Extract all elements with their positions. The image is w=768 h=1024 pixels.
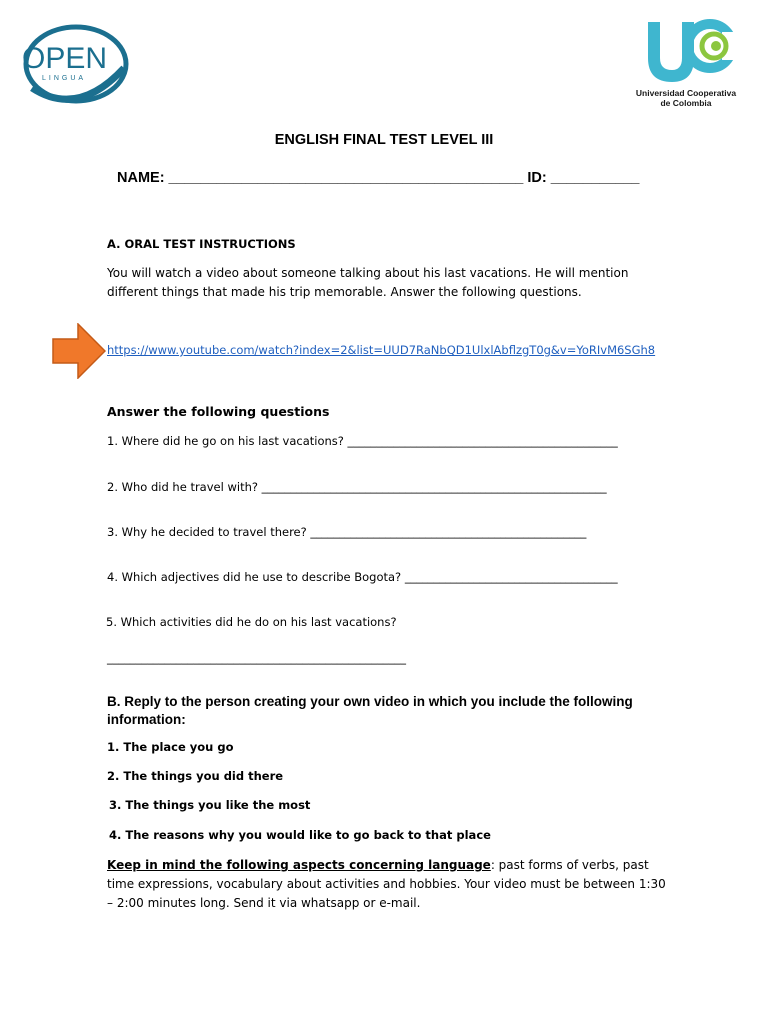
uc-name-line2: de Colombia xyxy=(660,98,712,108)
open-lingua-logo-graphic xyxy=(18,18,130,110)
section-a-instructions: You will watch a video about someone talking about his last vacations. He will mention different things that made his trip memorable. Answer the following questions. xyxy=(107,266,629,299)
question-5-answer-line: ____________________________________________________ xyxy=(107,651,406,665)
question-5: 5. Which activities did he do on his last vacations? xyxy=(106,615,397,629)
arrow-right-icon xyxy=(52,323,106,379)
youtube-video-link[interactable]: https://www.youtube.com/watch?index=2&list=UUD7RaNbQD1UlxlAbflzgT0g&v=YoRIvM6SGh8 xyxy=(107,343,656,357)
open-wordmark: OPEN xyxy=(22,42,108,75)
section-b-item-3: 3. The things you like the most xyxy=(109,798,311,812)
language-note xyxy=(107,856,667,913)
question-3: 3. Why he decided to travel there? ________________________________________________ xyxy=(107,525,587,539)
universidad-cooperativa-name xyxy=(626,88,746,108)
section-b-heading: B. Reply to the person creating your own video in which you include the following information: xyxy=(107,694,633,727)
question-2: 2. Who did he travel with? ____________________________________________________________ xyxy=(107,480,607,494)
section-b-item-2: 2. The things you did there xyxy=(107,769,284,783)
name-id-field-line: NAME: ____________________________________________ ID: ___________ xyxy=(117,170,640,186)
uc-name-line1: Universidad Cooperativa xyxy=(635,88,737,98)
lingua-wordmark: LINGUA xyxy=(42,75,87,82)
page-title: ENGLISH FINAL TEST LEVEL III xyxy=(274,132,494,148)
language-note-emphasis: Keep in mind the following aspects concerning language xyxy=(107,858,491,872)
section-b-item-1: 1. The place you go xyxy=(107,740,234,754)
questions-heading: Answer the following questions xyxy=(107,404,330,419)
section-a-heading: A. ORAL TEST INSTRUCTIONS xyxy=(107,237,296,251)
uc-logo-graphic xyxy=(636,18,736,90)
question-4: 4. Which adjectives did he use to describe Bogota? _____________________________________ xyxy=(107,570,618,584)
question-1: 1. Where did he go on his last vacations? _______________________________________________ xyxy=(107,434,618,448)
language-note-text: : past forms of verbs, past time expressions, vocabulary about activities and hobbies. Your video must be between 1:30 – 2:00 minutes long. Send it via whatsapp or e-mail. xyxy=(107,858,666,910)
open-lingua-logo xyxy=(18,18,130,110)
section-b-item-4: 4. The reasons why you would like to go back to that place xyxy=(109,828,491,842)
